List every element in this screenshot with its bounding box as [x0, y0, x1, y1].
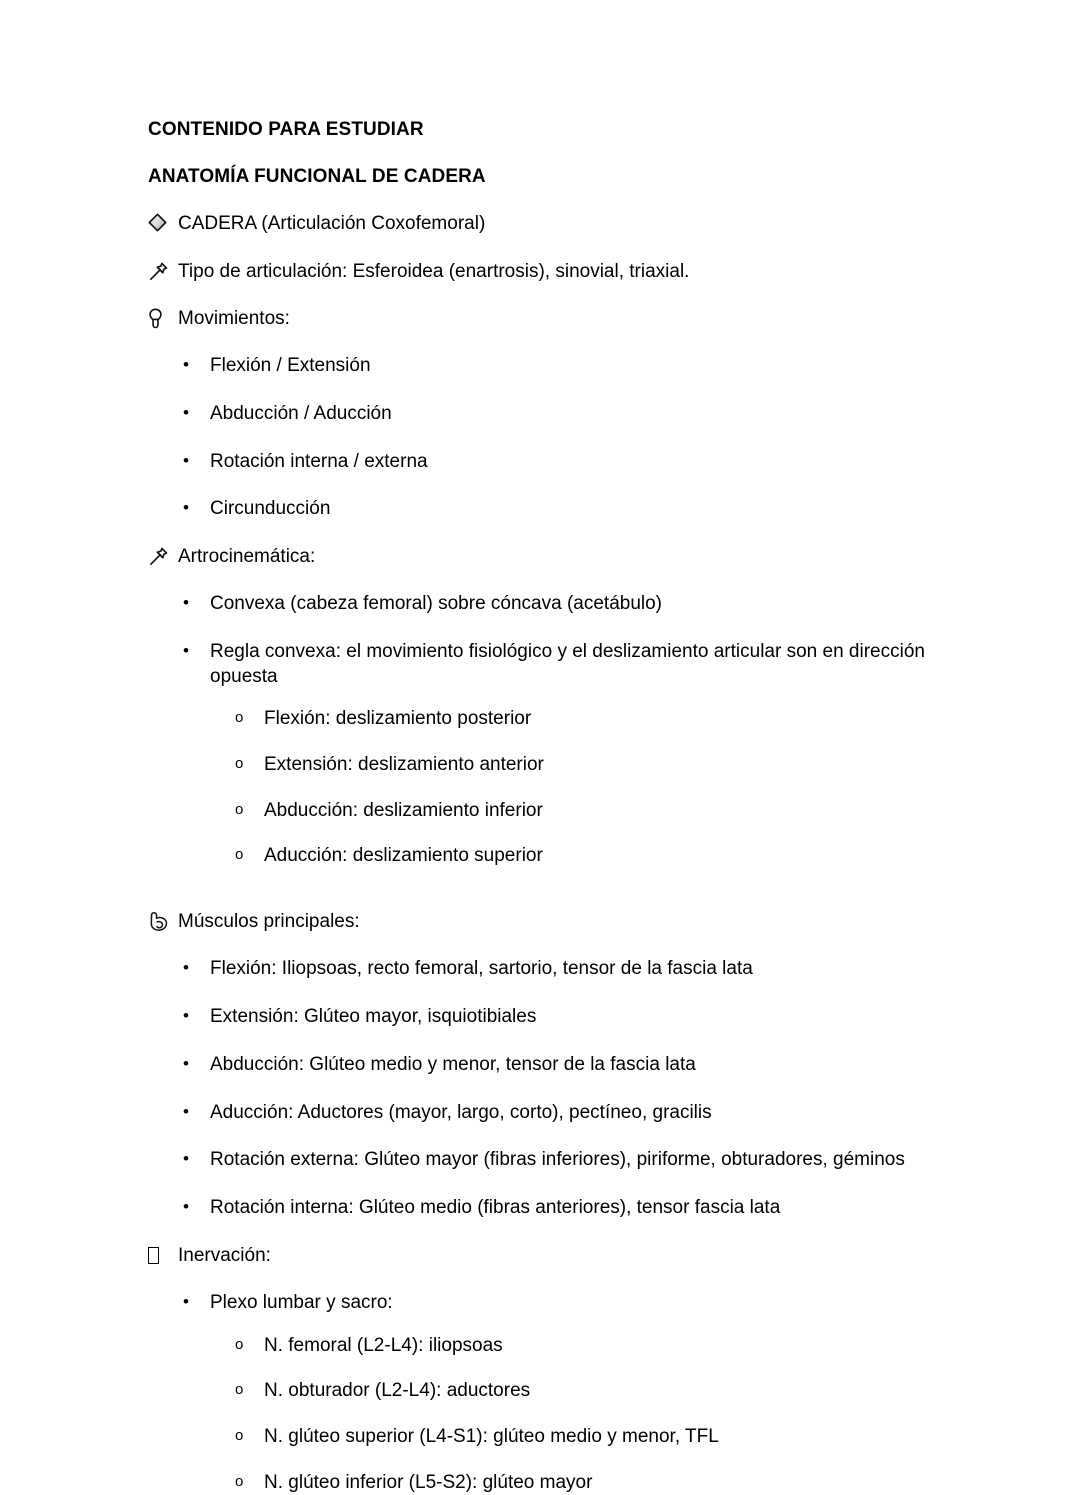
list-item: • Circunducción: [148, 497, 960, 522]
muscles-list: [148, 957, 960, 1220]
document-subtitle: ANATOMÍA FUNCIONAL DE CADERA: [148, 166, 486, 188]
flexed-bicep-icon: [148, 911, 178, 932]
pushpin-icon: [148, 261, 178, 282]
list-item-text: Regla convexa: el movimiento fisiológico y el deslizamiento articular son en dirección opuesta: [210, 641, 925, 687]
pushpin-icon: [148, 546, 178, 567]
section-movements-label: Movimientos:: [178, 307, 290, 329]
list-item: [148, 640, 960, 869]
section-joint-type-label: Tipo de articulación: Esferoidea (enartrosis), sinovial, triaxial.: [178, 260, 690, 282]
spacer: [148, 887, 960, 910]
section-muscles: [148, 910, 960, 934]
innervation-sublist: [200, 1334, 960, 1495]
section-innervation: [148, 1244, 960, 1268]
list-item-text: Plexo lumbar y sacro:: [210, 1291, 393, 1313]
missing-glyph-box-icon: [148, 1245, 178, 1264]
section-joint-type: [148, 260, 960, 284]
arthrokinematics-sublist: [200, 707, 960, 869]
sublist-item: o Aducción: deslizamiento superior: [200, 844, 960, 869]
section-innervation-label: Inervación:: [178, 1244, 271, 1266]
section-joint: [148, 212, 960, 236]
list-item: • Convexa (cabeza femoral) sobre cóncava (acetábulo): [148, 592, 960, 617]
sublist-item: o Flexión: deslizamiento posterior: [200, 707, 960, 732]
sublist-item: o N. glúteo superior (L4-S1): glúteo medio y menor, TFL: [200, 1425, 960, 1450]
movements-list: [148, 354, 960, 522]
sublist-item: o Extensión: deslizamiento anterior: [200, 753, 960, 778]
lightbulb-icon: [148, 308, 178, 329]
section-joint-label: CADERA (Articulación Coxofemoral): [178, 213, 486, 235]
sublist-item: o Abducción: deslizamiento inferior: [200, 799, 960, 824]
innervation-list: [148, 1291, 960, 1495]
section-arthrokinematics-label: Artrocinemática:: [178, 546, 316, 568]
list-item: • Extensión: Glúteo mayor, isquiotibiales: [148, 1005, 960, 1030]
list-item: • Abducción: Glúteo medio y menor, tensor de la fascia lata: [148, 1053, 960, 1078]
section-muscles-label: Músculos principales:: [178, 911, 360, 933]
list-item: [148, 1291, 960, 1495]
sublist-item: o N. glúteo inferior (L5-S2): glúteo mayor: [200, 1471, 960, 1495]
sublist-item: o N. obturador (L2-L4): aductores: [200, 1379, 960, 1404]
page-title: CONTENIDO PARA ESTUDIAR: [148, 119, 424, 140]
section-movements: [148, 307, 960, 331]
list-item: • Rotación interna: Glúteo medio (fibras anteriores), tensor fascia lata: [148, 1196, 960, 1221]
arthrokinematics-list: [148, 592, 960, 869]
list-item: • Rotación externa: Glúteo mayor (fibras inferiores), piriforme, obturadores, géminos: [148, 1148, 960, 1173]
diamond-icon: [148, 213, 178, 232]
list-item: • Aducción: Aductores (mayor, largo, corto), pectíneo, gracilis: [148, 1101, 960, 1126]
list-item: • Flexión: Iliopsoas, recto femoral, sartorio, tensor de la fascia lata: [148, 957, 960, 982]
list-item: • Flexión / Extensión: [148, 354, 960, 379]
list-item: • Rotación interna / externa: [148, 450, 960, 475]
list-item: • Abducción / Aducción: [148, 402, 960, 427]
section-arthrokinematics: [148, 545, 960, 569]
sublist-item: o N. femoral (L2-L4): iliopsoas: [200, 1334, 960, 1359]
